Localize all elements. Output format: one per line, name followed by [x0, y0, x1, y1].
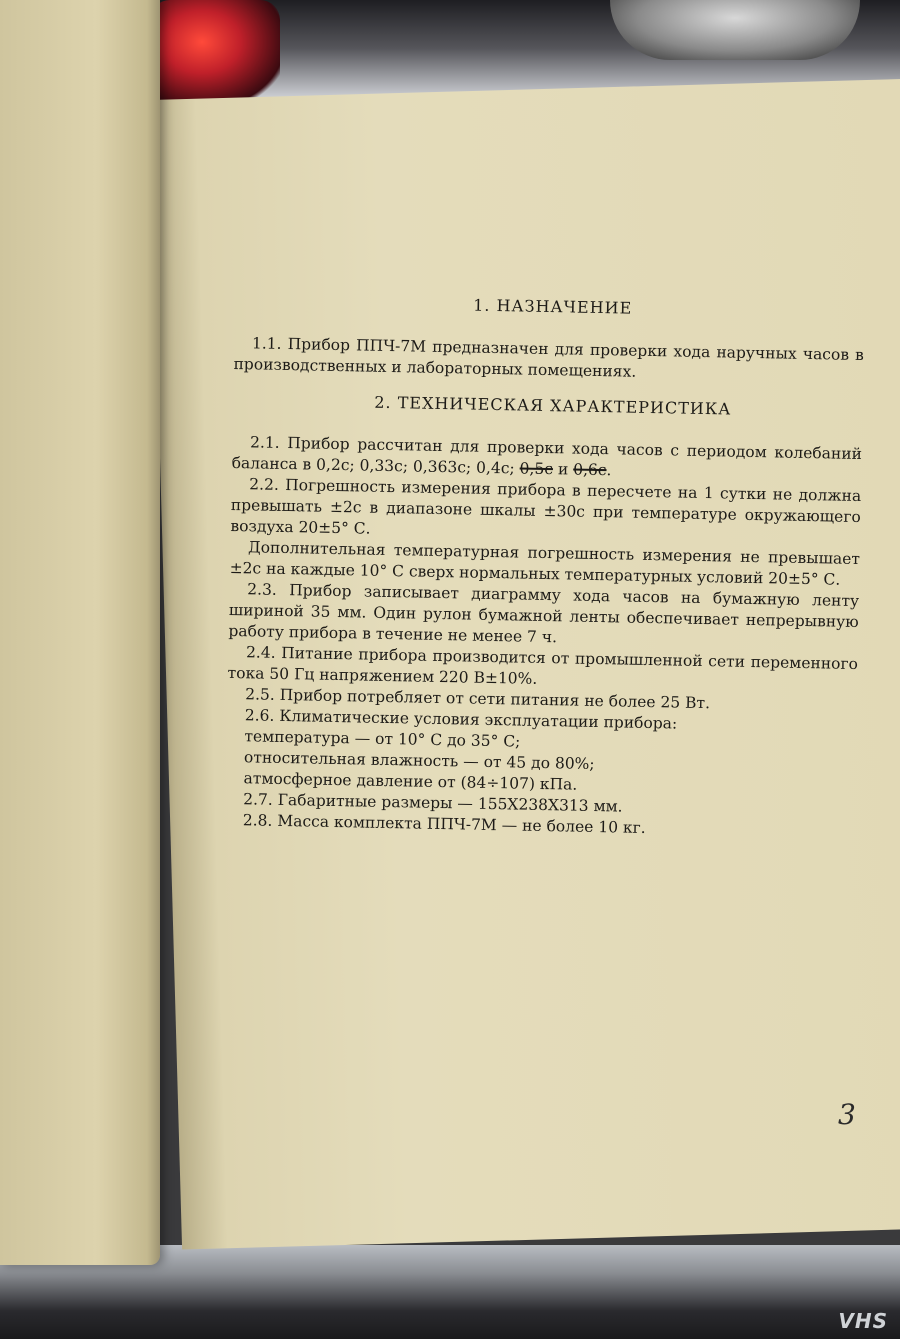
paragraph-2-6: 2.6. Климатические условия эксплуатации прибора: [244, 706, 678, 733]
section-1-heading: 1. НАЗНАЧЕНИЕ [473, 295, 633, 318]
conjunction: и [557, 460, 569, 479]
page-number: 3 [838, 1098, 856, 1131]
paragraph-1-1: 1.1. Прибор ППЧ-7М предназначен для проверки хода наручных часов в производственных и лабораторных помещениях. [233, 334, 865, 381]
struck-value-1: 0,5с [519, 459, 554, 479]
metal-bowl-background [610, 0, 860, 60]
paragraph-2-4: 2.4. Питание прибора производится от промышленной сети переменного тока 50 Гц напряжением 220 В±10%. [227, 643, 859, 688]
paragraph-2-2-extra: Дополнительная температурная погрешность измерения не превышает ±2с на каждые 10° С сверх нормальных температурных условий 20±5° С. [229, 538, 861, 589]
paragraph-2-3: 2.3. Прибор записывает диаграмму хода часов на бумажную ленту шириной 35 мм. Один рулон бумажной ленты обеспечивает непрерывную работу прибора в течение не менее 7 ч. [228, 580, 860, 647]
left-page [0, 0, 160, 1265]
section-2-heading: 2. ТЕХНИЧЕСКАЯ ХАРАКТЕРИСТИКА [374, 392, 732, 419]
paragraph-2-8: 2.8. Масса комплекта ППЧ-7М — не более 10 кг. [242, 811, 646, 837]
paragraph-2-2: 2.2. Погрешность измерения прибора в пересчете на 1 сутки не должна превышать ±2с в диапазоне шкалы ±30с при температуре окружающего воздуха 20±5° С. [230, 475, 862, 538]
climate-humidity: относительная влажность — от 45 до 80%; [243, 748, 595, 773]
struck-value-2: 0,6с [573, 460, 607, 480]
vhs-label: VHS [838, 1309, 888, 1333]
paragraph-2-5: 2.5. Прибор потребляет от сети питания не более 25 Вт. [245, 685, 711, 713]
climate-temperature: температура — от 10° С до 35° С; [244, 727, 521, 751]
paragraph-2-7: 2.7. Габаритные размеры — 155Х238Х313 мм. [243, 790, 623, 816]
climate-pressure: атмосферное давление от (84÷107) кПа. [243, 769, 578, 794]
document-text [225, 290, 865, 843]
period: . [606, 461, 612, 480]
red-device-background [150, 0, 280, 105]
paragraph-2-1-text: 2.1. Прибор рассчитан для проверки хода часов с периодом колебаний баланса в 0,2с; 0,33с; 0,363с; 0,4с; [231, 433, 863, 478]
